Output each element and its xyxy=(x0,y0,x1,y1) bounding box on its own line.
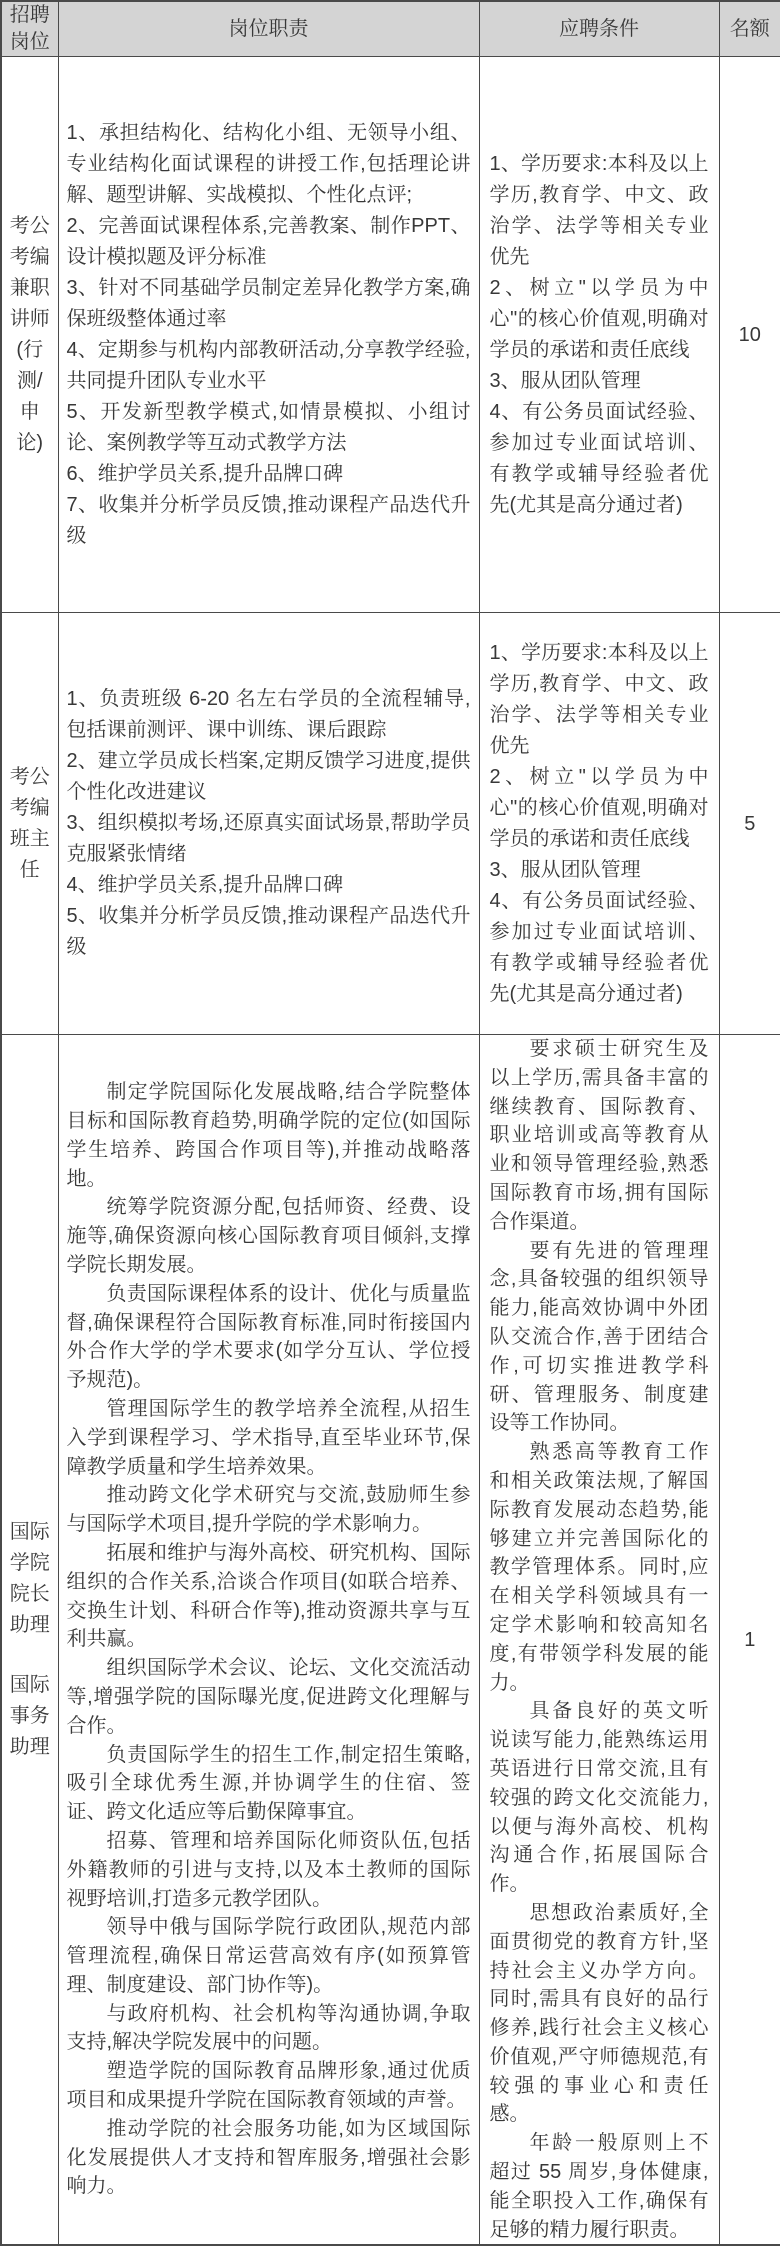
condition-item: 1、学历要求:本科及以上学历,教育学、中文、政治学、法学等相关专业优先 xyxy=(489,152,709,268)
position-cell xyxy=(1,1035,58,2246)
duty-item: 组织国际学术会议、论坛、文化交流活动等,增强学院的国际曝光度,促进跨文化理解与合作。 xyxy=(66,1657,471,1737)
quota-value: 10 xyxy=(719,57,780,613)
condition-item: 4、有公务员面试经验、参加过专业面试培训、有教学或辅导经验者优先(尤其是高分通过者) xyxy=(489,400,709,516)
duty-item: 3、针对不同基础学员制定差异化教学方案,确保班级整体通过率 xyxy=(66,276,471,330)
conditions-cell xyxy=(479,1035,719,2246)
condition-item: 具备良好的英文听说读写能力,能熟练运用英语进行日常交流,且有较强的跨文化交流能力,以便与海外高校、机构沟通合作,拓展国际合作。 xyxy=(489,1700,709,1896)
condition-item: 1、学历要求:本科及以上学历,教育学、中文、政治学、法学等相关专业优先 xyxy=(489,641,709,757)
duty-item: 与政府机构、社会机构等沟通协调,争取支持,解决学院发展中的问题。 xyxy=(66,2002,471,2054)
table-header xyxy=(1,1,780,57)
condition-item: 2、树立"以学员为中心"的核心价值观,明确对学员的承诺和责任底线 xyxy=(489,276,709,361)
header-quota: 名额 xyxy=(719,1,780,57)
duty-item: 1、负责班级 6-20 名左右学员的全流程辅导,包括课前测评、课中训练、课后跟踪 xyxy=(66,688,471,741)
condition-item: 4、有公务员面试经验、参加过专业面试培训、有教学或辅导经验者优先(尤其是高分通过者) xyxy=(489,889,709,1005)
duty-item: 1、承担结构化、结构化小组、无领导小组、专业结构化面试课程的讲授工作,包括理论讲解、题型讲解、实战模拟、个性化点评; xyxy=(66,121,471,206)
table-body xyxy=(1,57,780,2246)
duty-item: 领导中俄与国际学院行政团队,规范内部管理流程,确保日常运营高效有序(如预算管理、制度建设、部门协作等)。 xyxy=(66,1916,471,1996)
duty-item: 制定学院国际化发展战略,结合学院整体目标和国际教育趋势,明确学院的定位(如国际学生培养、跨国合作项目等),并推动战略落地。 xyxy=(66,1081,471,1190)
header-position: 招聘岗位 xyxy=(1,1,58,57)
duty-item: 2、完善面试课程体系,完善教案、制作PPT、设计模拟题及评分标准 xyxy=(66,214,471,268)
position-text: 考公考编兼职讲师(行测/申论) xyxy=(9,214,50,454)
duty-item: 推动跨文化学术研究与交流,鼓励师生参与国际学术项目,提升学院的学术影响力。 xyxy=(66,1484,471,1536)
duty-item: 7、收集并分析学员反馈,推动课程产品迭代升级 xyxy=(66,493,471,547)
condition-item: 熟悉高等教育工作和相关政策法规,了解国际教育发展动态趋势,能够建立并完善国际化的教学管理体系。同时,应在相关学科领域具有一定学术影响和较高知名度,有带领学科发展的能力。 xyxy=(489,1441,709,1694)
duty-item: 负责国际课程体系的设计、优化与质量监督,确保课程符合国际教育标准,同时衔接国内外合作大学的学术要求(如学分互认、学位授予规范)。 xyxy=(66,1282,471,1392)
position-cell xyxy=(1,613,58,1035)
header-duties: 岗位职责 xyxy=(58,1,479,57)
condition-item: 要求硕士研究生及以上学历,需具备丰富的继续教育、国际教育、职业培训或高等教育从业和领导管理经验,熟悉国际教育市场,拥有国际合作渠道。 xyxy=(489,1038,709,1233)
conditions-cell xyxy=(479,57,719,613)
quota-value: 5 xyxy=(719,613,780,1035)
duty-item: 管理国际学生的教学培养全流程,从招生入学到课程学习、学术指导,直至毕业环节,保障教学质量和学生培养效果。 xyxy=(66,1397,471,1478)
duties-cell xyxy=(58,613,479,1035)
quota-value: 1 xyxy=(719,1035,780,2246)
header-conditions: 应聘条件 xyxy=(479,1,719,57)
position-text: 考公考编班主任 xyxy=(9,765,50,881)
position-text: 国际学院院长助理 xyxy=(9,1520,50,1636)
header-row xyxy=(1,1,780,57)
duties-cell xyxy=(58,57,479,613)
condition-item: 要有先进的管理理念,具备较强的组织领导能力,能高效协调中外团队交流合作,善于团结合作,可切实推进教学科研、管理服务、制度建设等工作协同。 xyxy=(489,1239,709,1435)
duty-item: 2、建立学员成长档案,定期反馈学习进度,提供个性化改进建议 xyxy=(66,750,471,803)
position-text: 国际事务助理 xyxy=(9,1673,50,1758)
duty-item: 拓展和维护与海外高校、研究机构、国际组织的合作关系,洽谈合作项目(如联合培养、交换生计划、科研合作等),推动资源共享与互利共赢。 xyxy=(66,1541,471,1651)
duties-cell xyxy=(58,1035,479,2246)
duty-item: 3、组织模拟考场,还原真实面试场景,帮助学员克服紧张情绪 xyxy=(66,812,471,865)
condition-item: 思想政治素质好,全面贯彻党的教育方针,坚持社会主义办学方向。同时,需具有良好的品行修养,践行社会主义核心价值观,严守师德规范,有较强的事业心和责任感。 xyxy=(489,1901,709,2126)
table-row xyxy=(1,57,780,613)
duty-item: 6、维护学员关系,提升品牌口碑 xyxy=(66,462,344,485)
duty-item: 塑造学院的国际教育品牌形象,通过优质项目和成果提升学院在国际教育领域的声誉。 xyxy=(66,2060,471,2112)
condition-item: 3、服从团队管理 xyxy=(489,369,641,392)
position-cell xyxy=(1,57,58,613)
duty-item: 5、收集并分析学员反馈,推动课程产品迭代升级 xyxy=(66,905,471,958)
duty-item: 负责国际学生的招生工作,制定招生策略,吸引全球优秀生源,并协调学生的住宿、签证、跨文化适应等后勤保障事宜。 xyxy=(66,1743,471,1824)
conditions-cell xyxy=(479,613,719,1035)
duty-item: 招募、管理和培养国际化师资队伍,包括外籍教师的引进与支持,以及本土教师的国际视野培训,打造多元教学团队。 xyxy=(66,1829,471,1910)
duty-item: 5、开发新型教学模式,如情景模拟、小组讨论、案例教学等互动式教学方法 xyxy=(66,400,471,454)
table-row xyxy=(1,613,780,1035)
duty-item: 4、定期参与机构内部教研活动,分享教学经验,共同提升团队专业水平 xyxy=(66,338,471,392)
duty-item: 推动学院的社会服务功能,如为区域国际化发展提供人才支持和智库服务,增强社会影响力。 xyxy=(66,2117,471,2198)
condition-item: 年龄一般原则上不超过 55 周岁,身体健康,能全职投入工作,确保有足够的精力履行职责。 xyxy=(489,2132,709,2241)
duty-item: 4、维护学员关系,提升品牌口碑 xyxy=(66,874,344,896)
duty-item: 统筹学院资源分配,包括师资、经费、设施等,确保资源向核心国际教育项目倾斜,支撑学院长期发展。 xyxy=(66,1196,471,1276)
condition-item: 2、树立"以学员为中心"的核心价值观,明确对学员的承诺和责任底线 xyxy=(489,765,709,850)
table-row xyxy=(1,1035,780,2246)
condition-item: 3、服从团队管理 xyxy=(489,858,641,881)
